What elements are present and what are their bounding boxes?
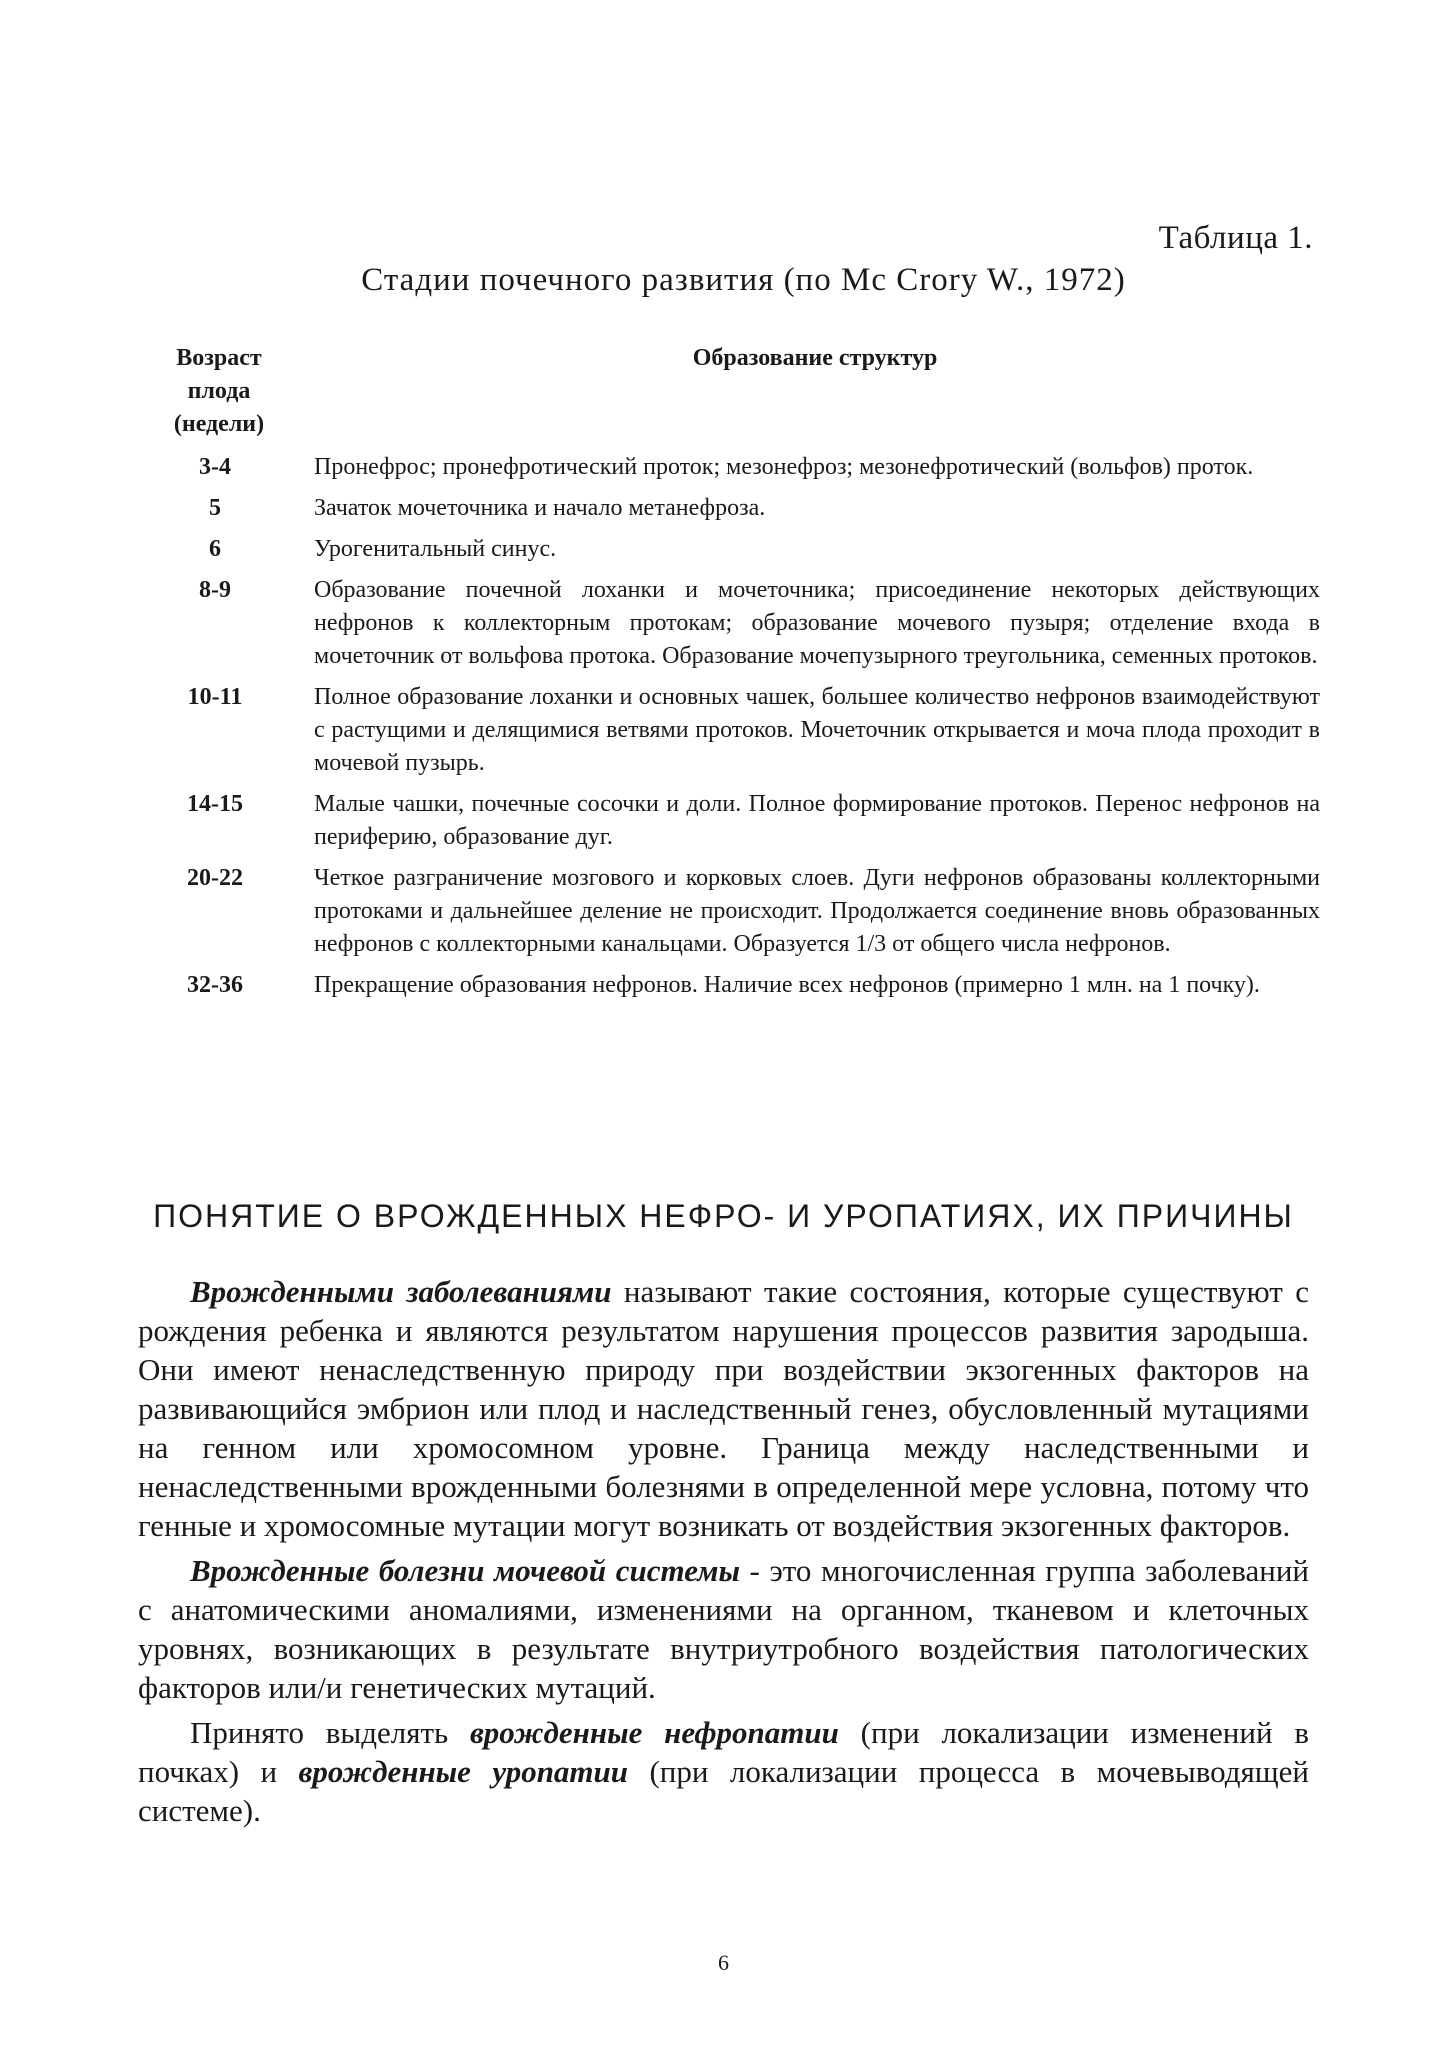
row-age: 6 — [209, 536, 221, 562]
paragraph-tail: (при локализации процесса в мочевыводящей системе). — [138, 1754, 1309, 1828]
table-row — [148, 533, 1320, 574]
row-description: Четкое разграничение мозгового и корковых слоев. Дуги нефронов образованы коллекторными протоками и дальнейшее деление не происходит. Продолжается соединение вновь образованных нефронов с коллекторными канальцами. Образуется 1/3 от общего числа нефронов. — [314, 865, 1320, 957]
paragraph-urinary-system-diseases — [138, 1551, 1309, 1707]
header-age: Возраст плода (недели) — [173, 345, 265, 437]
row-age: 8-9 — [199, 577, 231, 603]
table-row — [148, 788, 1320, 862]
table-row — [148, 681, 1320, 788]
row-description: Пронефрос; пронефротический проток; мезонефроз; мезонефротический (вольфов) проток. — [314, 454, 1254, 480]
paragraph-mid: (при локализации изменений в почках) и — [138, 1715, 1309, 1789]
table-title: Стадии почечного развития (по Mc Crory W., 1972) — [361, 262, 1126, 298]
page-number: 6 — [718, 1950, 729, 1975]
paragraph-classification — [138, 1713, 1309, 1830]
table-row — [148, 574, 1320, 681]
term-nephropathies: врожденные нефропатии — [469, 1715, 839, 1750]
body-text — [138, 1272, 1309, 1836]
row-age: 5 — [209, 495, 221, 521]
row-description: Образование почечной лоханки и мочеточника; присоединение некоторых действующих нефронов к коллекторным протокам; образование мочевого пузыря; отделение входа в мочеточник от вольфова протока. Образование мочепузырного треугольника, семенных протоков. — [314, 577, 1320, 669]
row-description: Прекращение образования нефронов. Наличие всех нефронов (примерно 1 млн. на 1 почку). — [314, 972, 1260, 998]
term-congenital-diseases: Врожденными заболеваниями — [190, 1274, 612, 1309]
paragraph-congenital-diseases — [138, 1272, 1309, 1545]
row-age: 20-22 — [187, 865, 243, 891]
row-description: Зачаток мочеточника и начало метанефроза. — [314, 495, 766, 521]
table-header-row — [148, 342, 1320, 451]
row-age: 3-4 — [199, 454, 231, 480]
row-age: 14-15 — [187, 791, 243, 817]
table-row — [148, 969, 1320, 1010]
paragraph-text: называют такие состояния, которые существуют с рождения ребенка и являются результатом нарушения процессов развития зародыша. Они имеют ненаследственную природу при воздействии экзогенных факторов на развивающийся эмбрион или плод и наследственный генез, обусловленный мутациями на генном или хромосомном уровне. Граница между наследственными и ненаследственными врожденными болезнями в определенной мере условна, потому что генные и хромосомные мутации могут возникать от воздействия экзогенных факторов. — [138, 1274, 1309, 1543]
table-label: Таблица 1. — [1158, 220, 1313, 256]
term-uropathies: врожденные уропатии — [298, 1754, 629, 1789]
table-row — [148, 492, 1320, 533]
header-structures: Образование структур — [692, 345, 938, 371]
table-row — [148, 451, 1320, 492]
section-heading: ПОНЯТИЕ О ВРОЖДЕННЫХ НЕФРО- И УРОПАТИЯХ, ИХ ПРИЧИНЫ — [153, 1198, 1294, 1234]
term-urinary-system-diseases: Врожденные болезни мочевой системы — [190, 1553, 740, 1588]
kidney-development-table — [148, 342, 1320, 1010]
row-description: Полное образование лоханки и основных чашек, большее количество нефронов взаимодействуют с растущими и делящимися ветвями протоков. Мочеточник открывается и моча плода проходит в мочевой пузырь. — [314, 684, 1320, 776]
paragraph-text: - это многочисленная группа заболеваний с анатомическими аномалиями, изменениями на органном, тканевом и клеточных уровнях, возникающих в результате внутриутробного воздействия патологических факторов или/и генетических мутаций. — [138, 1553, 1309, 1705]
row-age: 32-36 — [187, 972, 243, 998]
row-description: Урогенитальный синус. — [314, 536, 557, 562]
paragraph-lead: Принято выделять — [190, 1715, 470, 1750]
row-age: 10-11 — [187, 684, 243, 710]
table-row — [148, 862, 1320, 969]
row-description: Малые чашки, почечные сосочки и доли. Полное формирование протоков. Перенос нефронов на периферию, образование дуг. — [314, 791, 1320, 850]
